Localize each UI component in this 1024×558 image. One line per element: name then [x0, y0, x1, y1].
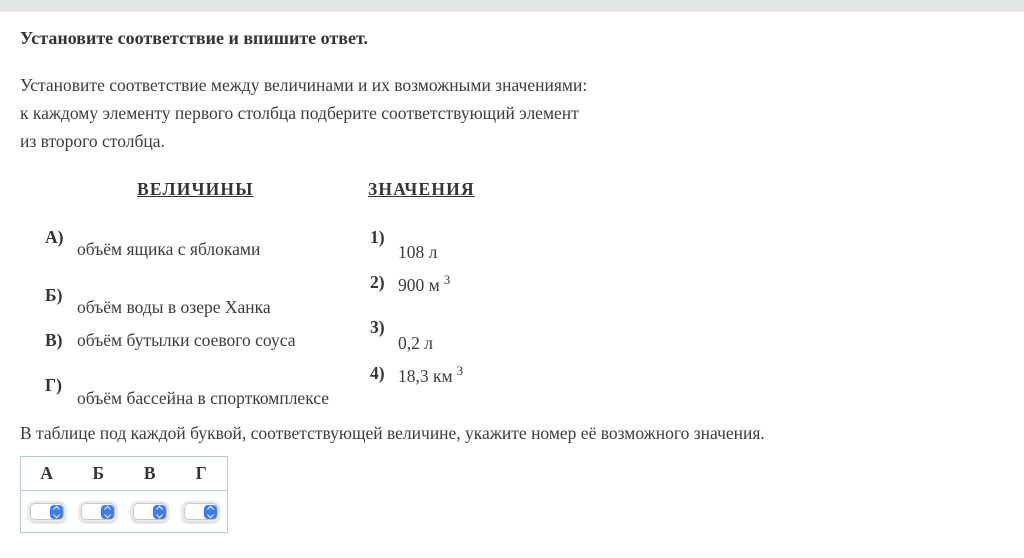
value-label-3: 3)	[370, 317, 385, 337]
chevron-down-icon	[104, 511, 111, 518]
answer-table	[20, 456, 228, 533]
value-superscript-4: 3	[456, 363, 464, 378]
top-bar	[0, 0, 1024, 12]
value-label-2: 2)	[370, 272, 385, 292]
value-text-3	[398, 330, 437, 354]
task-instruction	[20, 71, 587, 155]
stepper-g[interactable]	[204, 505, 217, 519]
value-text-1-main: 108 л	[398, 241, 438, 262]
answer-cell-a	[21, 491, 73, 532]
quantity-text-b: объём воды в озере Ханка	[77, 297, 271, 317]
instruction-line-3: из второго столбца.	[20, 131, 165, 151]
stepper-b[interactable]	[101, 505, 114, 519]
chevron-down-icon	[207, 511, 214, 518]
answer-input-v[interactable]	[131, 501, 169, 522]
chevron-down-icon	[156, 511, 163, 518]
answer-input-g[interactable]	[182, 501, 220, 522]
answer-table-input-row	[21, 491, 227, 532]
stepper-a[interactable]	[50, 505, 63, 519]
quantity-label-b: Б)	[45, 285, 63, 305]
value-text-2	[398, 272, 450, 296]
quantities-header: ВЕЛИЧИНЫ	[137, 179, 254, 199]
header-cell-a: А	[40, 463, 54, 483]
value-text-4-main: 18,3 км	[398, 365, 453, 386]
stepper-v[interactable]	[153, 505, 166, 519]
quantity-label-g: Г)	[45, 375, 62, 395]
value-text-4	[398, 363, 463, 387]
instruction-line-1: Установите соответствие между величинами и их возможными значениями:	[20, 75, 588, 95]
value-text-2-main: 900 м	[398, 274, 440, 295]
value-label-4: 4)	[370, 363, 385, 383]
value-text-1	[398, 239, 441, 263]
header-cell-b: Б	[92, 463, 105, 483]
quantity-label-v: В)	[45, 330, 63, 350]
answer-cell-v	[124, 491, 176, 532]
answer-table-instruction: В таблице под каждой буквой, соответствующей величине, укажите номер её возможного значения.	[20, 423, 765, 443]
answer-cell-b	[73, 491, 125, 532]
chevron-down-icon	[53, 511, 60, 518]
instruction-line-2: к каждому элементу первого столбца подберите соответствующий элемент	[20, 103, 579, 123]
header-cell-g: Г	[195, 463, 207, 483]
answer-cell-g	[176, 491, 228, 532]
values-header: ЗНАЧЕНИЯ	[368, 179, 475, 199]
value-superscript-2: 3	[443, 272, 451, 287]
page-title: Установите соответствие и впишите ответ.	[20, 28, 368, 48]
quantity-text-g: объём бассейна в спорткомплексе	[77, 388, 330, 408]
value-label-1: 1)	[370, 227, 385, 247]
answer-table-header-row	[21, 457, 227, 491]
quantity-label-a: А)	[45, 227, 64, 247]
quantity-text-v: объём бутылки соевого соуса	[77, 330, 296, 350]
value-text-3-main: 0,2 л	[398, 332, 433, 353]
quantity-text-a: объём ящика с яблоками	[77, 239, 261, 259]
answer-input-a[interactable]	[28, 501, 66, 522]
header-cell-v: В	[143, 463, 156, 483]
answer-input-b[interactable]	[79, 501, 117, 522]
